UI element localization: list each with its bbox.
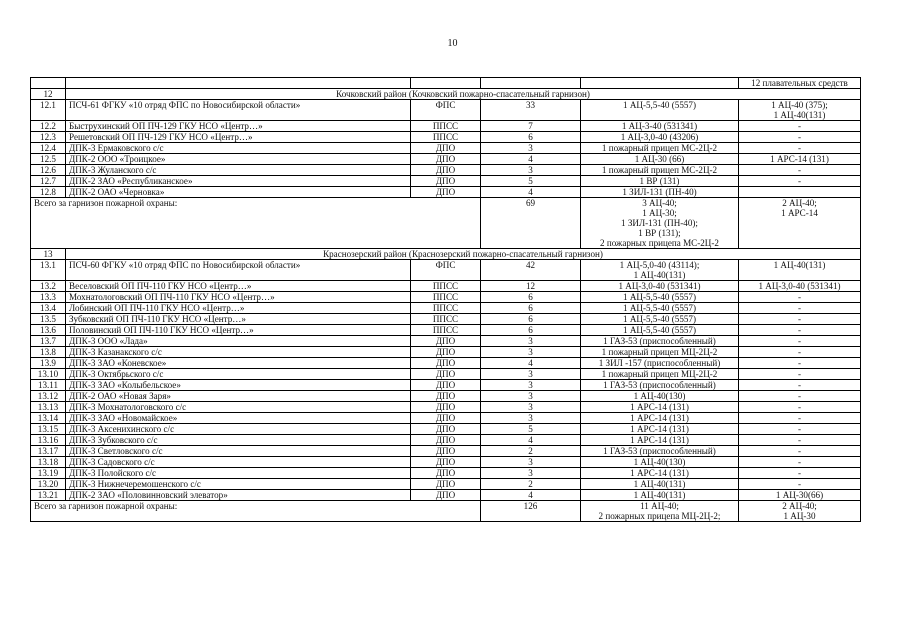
staff-count: 3 [481, 380, 581, 391]
staff-count: 2 [481, 479, 581, 490]
table-row [31, 260, 861, 281]
main-equipment: 1 ЗИЛ-131 (ПН-40) [581, 187, 739, 198]
staff-count: 5 [481, 424, 581, 435]
main-equipment: 1 АРС-14 (131) [581, 424, 739, 435]
table-row [31, 336, 861, 347]
unit-type: ФПС [411, 100, 481, 121]
staff-count: 6 [481, 314, 581, 325]
unit-name: Быструхинский ОП ПЧ-129 ГКУ НСО «Центр…» [66, 121, 411, 132]
table-row [31, 292, 861, 303]
reserve-equipment: - [739, 132, 861, 143]
unit-name: ДПК-3 Полойского с/с [66, 468, 411, 479]
total-main-equipment: 11 АЦ-40; 2 пожарных прицепа МЦ-2Ц-2; [581, 501, 739, 522]
unit-type: ППСС [411, 292, 481, 303]
header-row [31, 78, 861, 89]
main-equipment: 1 АЦ-5,5-40 (5557) [581, 325, 739, 336]
row-number: 13.16 [31, 435, 66, 446]
table-row [31, 402, 861, 413]
staff-count: 4 [481, 187, 581, 198]
unit-name: Веселовский ОП ПЧ-110 ГКУ НСО «Центр…» [66, 281, 411, 292]
reserve-equipment: - [739, 380, 861, 391]
row-number: 13.2 [31, 281, 66, 292]
table-row [31, 380, 861, 391]
row-number: 12.8 [31, 187, 66, 198]
unit-type: ППСС [411, 132, 481, 143]
unit-type: ДПО [411, 347, 481, 358]
row-number: 13.18 [31, 457, 66, 468]
reserve-equipment: - [739, 413, 861, 424]
unit-type: ППСС [411, 325, 481, 336]
section-header-row [31, 249, 861, 260]
staff-count: 6 [481, 132, 581, 143]
unit-name: ДПК-3 ЗАО «Новомайское» [66, 413, 411, 424]
row-number: 12.5 [31, 154, 66, 165]
reserve-equipment: - [739, 446, 861, 457]
reserve-equipment: - [739, 292, 861, 303]
reserve-equipment: - [739, 457, 861, 468]
row-number: 12.2 [31, 121, 66, 132]
row-number: 13.12 [31, 391, 66, 402]
total-row [31, 198, 861, 249]
unit-name: ДПК-3 Казанакского с/с [66, 347, 411, 358]
unit-type: ДПО [411, 380, 481, 391]
main-equipment: 1 пожарный прицеп МС-2Ц-2 [581, 143, 739, 154]
section-header-row [31, 89, 861, 100]
unit-type: ДПО [411, 154, 481, 165]
staff-count: 42 [481, 260, 581, 281]
unit-name: Мохнатологовский ОП ПЧ-110 ГКУ НСО «Центр…» [66, 292, 411, 303]
staff-count: 3 [481, 347, 581, 358]
section-number: 13 [31, 249, 66, 260]
row-number: 13.21 [31, 490, 66, 501]
unit-type: ППСС [411, 303, 481, 314]
unit-type: ДПО [411, 479, 481, 490]
main-equipment: 1 пожарный прицеп МС-2Ц-2 [581, 165, 739, 176]
main-equipment: 1 пожарный прицеп МЦ-2Ц-2 [581, 347, 739, 358]
staff-count: 5 [481, 176, 581, 187]
main-equipment: 1 ЗИЛ -157 (приспособленный) [581, 358, 739, 369]
main-equipment: 1 АРС-14 (131) [581, 468, 739, 479]
table-row [31, 490, 861, 501]
total-main-equipment: 3 АЦ-40; 1 АЦ-30; 1 ЗИЛ-131 (ПН-40); 1 ВР (131); 2 пожарных прицепа МС-2Ц-2 [581, 198, 739, 249]
staff-count: 4 [481, 154, 581, 165]
row-number: 13.20 [31, 479, 66, 490]
reserve-equipment: 1 АЦ-40(131) [739, 260, 861, 281]
main-equipment: 1 ГАЗ-53 (приспособленный) [581, 380, 739, 391]
unit-type: ППСС [411, 281, 481, 292]
main-equipment: 1 АЦ-40(130) [581, 391, 739, 402]
section-title: Краснозерский район (Краснозерский пожарно-спасательный гарнизон) [66, 249, 861, 260]
section-number: 12 [31, 89, 66, 100]
row-number: 12.4 [31, 143, 66, 154]
row-number: 13.17 [31, 446, 66, 457]
header-cell-name [66, 78, 411, 89]
reserve-equipment: - [739, 369, 861, 380]
row-number: 13.15 [31, 424, 66, 435]
reserve-equipment: - [739, 391, 861, 402]
row-number: 13.11 [31, 380, 66, 391]
main-equipment: 1 АЦ-30 (66) [581, 154, 739, 165]
reserve-equipment: - [739, 325, 861, 336]
row-number: 12.6 [31, 165, 66, 176]
unit-name: ДПК-3 ЗАО «Колыбельское» [66, 380, 411, 391]
total-staff: 126 [481, 501, 581, 522]
unit-name: ДПК-3 ООО «Лада» [66, 336, 411, 347]
staff-count: 3 [481, 391, 581, 402]
main-equipment: 1 АЦ-3,0-40 (43206) [581, 132, 739, 143]
unit-name: ДПК-2 ЗАО «Республиканское» [66, 176, 411, 187]
reserve-equipment: - [739, 176, 861, 187]
staff-count: 3 [481, 468, 581, 479]
main-equipment: 1 АЦ-5,5-40 (5557) [581, 292, 739, 303]
unit-type: ДПО [411, 143, 481, 154]
unit-name: ДПК-3 Зубковского с/с [66, 435, 411, 446]
reserve-equipment: - [739, 314, 861, 325]
table-row [31, 132, 861, 143]
table-row [31, 143, 861, 154]
unit-name: Половинский ОП ПЧ-110 ГКУ НСО «Центр…» [66, 325, 411, 336]
table-row [31, 424, 861, 435]
total-label: Всего за гарнизон пожарной охраны: [31, 501, 481, 522]
total-staff: 69 [481, 198, 581, 249]
table-row [31, 413, 861, 424]
reserve-equipment: - [739, 336, 861, 347]
main-equipment: 1 АЦ-40(131) [581, 479, 739, 490]
unit-name: Лобинский ОП ПЧ-110 ГКУ НСО «Центр…» [66, 303, 411, 314]
header-cell-num [31, 78, 66, 89]
header-cell-reserve: 12 плавательных средств [739, 78, 861, 89]
row-number: 12.1 [31, 100, 66, 121]
unit-name: Зубковский ОП ПЧ-110 ГКУ НСО «Центр…» [66, 314, 411, 325]
unit-name: ДПК-2 ОАО «Черновка» [66, 187, 411, 198]
row-number: 13.13 [31, 402, 66, 413]
staff-count: 3 [481, 457, 581, 468]
row-number: 13.7 [31, 336, 66, 347]
table-row [31, 121, 861, 132]
main-equipment: 1 АЦ-5,5-40 (5557) [581, 100, 739, 121]
unit-name: ДПК-3 Мохнатологовского с/с [66, 402, 411, 413]
main-equipment: 1 ВР (131) [581, 176, 739, 187]
reserve-equipment: - [739, 435, 861, 446]
main-equipment: 1 ГАЗ-53 (приспособленный) [581, 446, 739, 457]
table-row [31, 154, 861, 165]
staff-count: 4 [481, 358, 581, 369]
section-title: Кочковский район (Кочковский пожарно-спасательный гарнизон) [66, 89, 861, 100]
main-equipment: 1 пожарный прицеп МЦ-2Ц-2 [581, 369, 739, 380]
staff-count: 3 [481, 402, 581, 413]
unit-type: ДПО [411, 435, 481, 446]
row-number: 13.8 [31, 347, 66, 358]
reserve-equipment: 1 АЦ-30(66) [739, 490, 861, 501]
table-row [31, 281, 861, 292]
unit-name: ДПК-2 ООО «Троицкое» [66, 154, 411, 165]
staff-count: 3 [481, 413, 581, 424]
unit-name: ДПК-2 ЗАО «Половинновский элеватор» [66, 490, 411, 501]
total-label: Всего за гарнизон пожарной охраны: [31, 198, 481, 249]
row-number: 13.14 [31, 413, 66, 424]
unit-type: ФПС [411, 260, 481, 281]
unit-name: ПСЧ-60 ФГКУ «10 отряд ФПС по Новосибирской области» [66, 260, 411, 281]
unit-type: ДПО [411, 402, 481, 413]
main-equipment: 1 АЦ-40(131) [581, 490, 739, 501]
main-equipment: 1 АЦ-5,0-40 (43114); 1 АЦ-40(131) [581, 260, 739, 281]
unit-type: ДПО [411, 358, 481, 369]
total-row [31, 501, 861, 522]
reserve-equipment: - [739, 402, 861, 413]
unit-name: ДПК-3 ЗАО «Коневское» [66, 358, 411, 369]
unit-name: ДПК-3 Октябрьского с/с [66, 369, 411, 380]
page-number: 10 [447, 38, 458, 49]
staff-count: 4 [481, 435, 581, 446]
row-number: 13.4 [31, 303, 66, 314]
unit-name: ПСЧ-61 ФГКУ «10 отряд ФПС по Новосибирской области» [66, 100, 411, 121]
table-row [31, 176, 861, 187]
unit-type: ППСС [411, 314, 481, 325]
main-equipment: 1 АЦ-5,5-40 (5557) [581, 314, 739, 325]
main-equipment: 1 АЦ-5,5-40 (5557) [581, 303, 739, 314]
unit-name: ДПК-3 Нижнечеремошенского с/с [66, 479, 411, 490]
total-reserve-equipment: 2 АЦ-40; 1 АЦ-30 [739, 501, 861, 522]
table-row [31, 435, 861, 446]
unit-type: ДПО [411, 457, 481, 468]
table-row [31, 100, 861, 121]
unit-type: ДПО [411, 413, 481, 424]
table-body [31, 78, 861, 522]
staff-count: 6 [481, 303, 581, 314]
table-row [31, 303, 861, 314]
unit-type: ДПО [411, 176, 481, 187]
staff-count: 7 [481, 121, 581, 132]
table-row [31, 187, 861, 198]
unit-name: Решетовский ОП ПЧ-129 ГКУ НСО «Центр…» [66, 132, 411, 143]
header-cell-type [411, 78, 481, 89]
staff-count: 4 [481, 490, 581, 501]
table-row [31, 446, 861, 457]
unit-type: ДПО [411, 468, 481, 479]
table-row [31, 314, 861, 325]
staff-count: 2 [481, 446, 581, 457]
row-number: 12.7 [31, 176, 66, 187]
staff-count: 3 [481, 336, 581, 347]
reserve-equipment [739, 187, 861, 198]
row-number: 13.5 [31, 314, 66, 325]
row-number: 12.3 [31, 132, 66, 143]
main-equipment: 1 ГАЗ-53 (приспособленный) [581, 336, 739, 347]
unit-name: ДПК-3 Жуланского с/с [66, 165, 411, 176]
total-reserve-equipment: 2 АЦ-40; 1 АРС-14 [739, 198, 861, 249]
unit-type: ДПО [411, 187, 481, 198]
unit-type: ДПО [411, 446, 481, 457]
reserve-equipment: - [739, 358, 861, 369]
main-equipment: 1 АЦ-40(130) [581, 457, 739, 468]
reserve-equipment: - [739, 165, 861, 176]
unit-type: ДПО [411, 369, 481, 380]
reserve-equipment: - [739, 424, 861, 435]
row-number: 13.10 [31, 369, 66, 380]
header-cell-staff [481, 78, 581, 89]
table-row [31, 347, 861, 358]
staff-count: 33 [481, 100, 581, 121]
row-number: 13.3 [31, 292, 66, 303]
reserve-equipment: 1 АРС-14 (131) [739, 154, 861, 165]
row-number: 13.6 [31, 325, 66, 336]
unit-type: ППСС [411, 121, 481, 132]
reserve-equipment: - [739, 143, 861, 154]
staff-count: 3 [481, 143, 581, 154]
header-cell-main [581, 78, 739, 89]
main-equipment: 1 АЦ-3,0-40 (531341) [581, 281, 739, 292]
table-row [31, 468, 861, 479]
table-row [31, 479, 861, 490]
staff-count: 12 [481, 281, 581, 292]
unit-name: ДПК-3 Светловского с/с [66, 446, 411, 457]
reserve-equipment: - [739, 303, 861, 314]
reserve-equipment: 1 АЦ-3,0-40 (531341) [739, 281, 861, 292]
unit-name: ДПК-3 Садовского с/с [66, 457, 411, 468]
staff-count: 6 [481, 325, 581, 336]
table-row [31, 325, 861, 336]
unit-type: ДПО [411, 490, 481, 501]
staff-count: 6 [481, 292, 581, 303]
unit-type: ДПО [411, 336, 481, 347]
main-equipment: 1 АРС-14 (131) [581, 435, 739, 446]
main-equipment: 1 АЦ-3-40 (531341) [581, 121, 739, 132]
table-row [31, 391, 861, 402]
table-row [31, 358, 861, 369]
row-number: 13.19 [31, 468, 66, 479]
table-row [31, 369, 861, 380]
reserve-equipment: - [739, 479, 861, 490]
unit-name: ДПК-3 Ермаковского с/с [66, 143, 411, 154]
unit-name: ДПК-2 ОАО «Новая Заря» [66, 391, 411, 402]
fire-units-table [30, 77, 861, 522]
table-row [31, 165, 861, 176]
main-equipment: 1 АРС-14 (131) [581, 413, 739, 424]
unit-type: ДПО [411, 165, 481, 176]
unit-type: ДПО [411, 391, 481, 402]
staff-count: 3 [481, 165, 581, 176]
row-number: 13.1 [31, 260, 66, 281]
staff-count: 3 [481, 369, 581, 380]
reserve-equipment: - [739, 121, 861, 132]
main-equipment: 1 АРС-14 (131) [581, 402, 739, 413]
unit-type: ДПО [411, 424, 481, 435]
reserve-equipment: - [739, 468, 861, 479]
row-number: 13.9 [31, 358, 66, 369]
table-row [31, 457, 861, 468]
reserve-equipment: - [739, 347, 861, 358]
reserve-equipment: 1 АЦ-40 (375); 1 АЦ-40(131) [739, 100, 861, 121]
unit-name: ДПК-3 Аксенихинского с/с [66, 424, 411, 435]
